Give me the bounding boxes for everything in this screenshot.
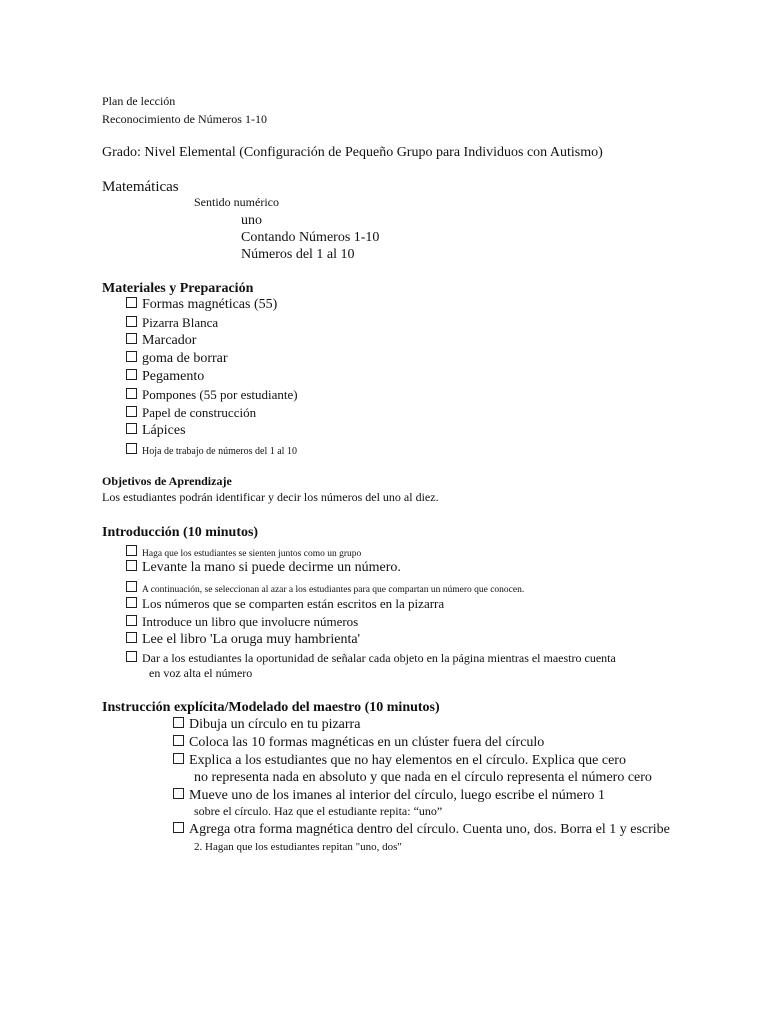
subject-heading: Matemáticas xyxy=(102,179,179,195)
material-item: Formas magnéticas (55) xyxy=(126,297,277,313)
intro-item-continuation: en voz alta el número xyxy=(149,666,253,680)
checkbox-icon xyxy=(173,788,184,799)
checkbox-icon xyxy=(126,351,137,362)
material-item: Marcador xyxy=(126,333,196,349)
doc-type: Plan de lección xyxy=(102,94,176,108)
checkbox-icon xyxy=(126,545,137,556)
explicit-item: Mueve uno de los imanes al interior del círculo, luego escribe el número 1 xyxy=(173,788,605,804)
intro-item: Los números que se comparten están escritos en la pizarra xyxy=(126,597,444,612)
checkbox-icon xyxy=(173,753,184,764)
checkbox-icon xyxy=(126,297,137,308)
checkbox-icon xyxy=(173,717,184,728)
topic-item: Números del 1 al 10 xyxy=(241,247,355,262)
checkbox-icon xyxy=(126,443,137,454)
explicit-item: Dibuja un círculo en tu pizarra xyxy=(173,717,360,733)
material-item: Pompones (55 por estudiante) xyxy=(126,388,298,403)
topic-item: uno xyxy=(241,213,262,228)
introduction-heading: Introducción (10 minutos) xyxy=(102,525,259,540)
intro-item: Introduce un libro que involucre números xyxy=(126,615,358,630)
material-item: Pegamento xyxy=(126,369,204,385)
material-item: Lápices xyxy=(126,423,186,439)
checkbox-icon xyxy=(126,333,137,344)
subject-strand: Sentido numérico xyxy=(194,195,279,209)
material-item: Pizarra Blanca xyxy=(126,316,218,331)
material-item: goma de borrar xyxy=(126,351,228,367)
explicit-item-continuation: no representa nada en absoluto y que nada en el círculo representa el número cero xyxy=(194,770,652,785)
material-item: Hoja de trabajo de números del 1 al 10 xyxy=(126,443,297,458)
checkbox-icon xyxy=(126,632,137,643)
checkbox-icon xyxy=(126,581,137,592)
intro-item: Lee el libro 'La oruga muy hambrienta' xyxy=(126,632,360,648)
explicit-heading: Instrucción explícita/Modelado del maestro (10 minutos) xyxy=(102,700,440,715)
checkbox-icon xyxy=(173,735,184,746)
materials-heading: Materiales y Preparación xyxy=(102,281,254,296)
intro-item: A continuación, se seleccionan al azar a los estudiantes para que compartan un número que conocen. xyxy=(126,581,524,596)
lesson-title: Reconocimiento de Números 1-10 xyxy=(102,112,267,126)
checkbox-icon xyxy=(126,651,137,662)
intro-item: Haga que los estudiantes se sienten juntos como un grupo xyxy=(126,545,361,560)
explicit-item: Coloca las 10 formas magnéticas en un clúster fuera del círculo xyxy=(173,735,544,751)
checkbox-icon xyxy=(173,822,184,833)
checkbox-icon xyxy=(126,316,137,327)
checkbox-icon xyxy=(126,406,137,417)
explicit-item: Explica a los estudiantes que no hay elementos en el círculo. Explica que cero xyxy=(173,753,626,769)
objectives-text: Los estudiantes podrán identificar y decir los números del uno al diez. xyxy=(102,490,439,504)
grade-line: Grado: Nivel Elemental (Configuración de Pequeño Grupo para Individuos con Autismo) xyxy=(102,145,603,160)
checkbox-icon xyxy=(126,369,137,380)
checkbox-icon xyxy=(126,388,137,399)
explicit-item-continuation: 2. Hagan que los estudiantes repitan "uno, dos" xyxy=(194,841,402,853)
checkbox-icon xyxy=(126,423,137,434)
intro-item: Levante la mano si puede decirme un número. xyxy=(126,560,401,576)
topic-item: Contando Números 1-10 xyxy=(241,230,380,245)
checkbox-icon xyxy=(126,615,137,626)
checkbox-icon xyxy=(126,560,137,571)
objectives-heading: Objetivos de Aprendizaje xyxy=(102,474,232,488)
checkbox-icon xyxy=(126,597,137,608)
explicit-item: Agrega otra forma magnética dentro del círculo. Cuenta uno, dos. Borra el 1 y escribe xyxy=(173,822,670,838)
explicit-item-continuation: sobre el círculo. Haz que el estudiante repita: “uno” xyxy=(194,804,443,818)
material-item: Papel de construcción xyxy=(126,406,256,421)
intro-item: Dar a los estudiantes la oportunidad de señalar cada objeto en la página mientras el maestro cuenta xyxy=(126,651,616,666)
